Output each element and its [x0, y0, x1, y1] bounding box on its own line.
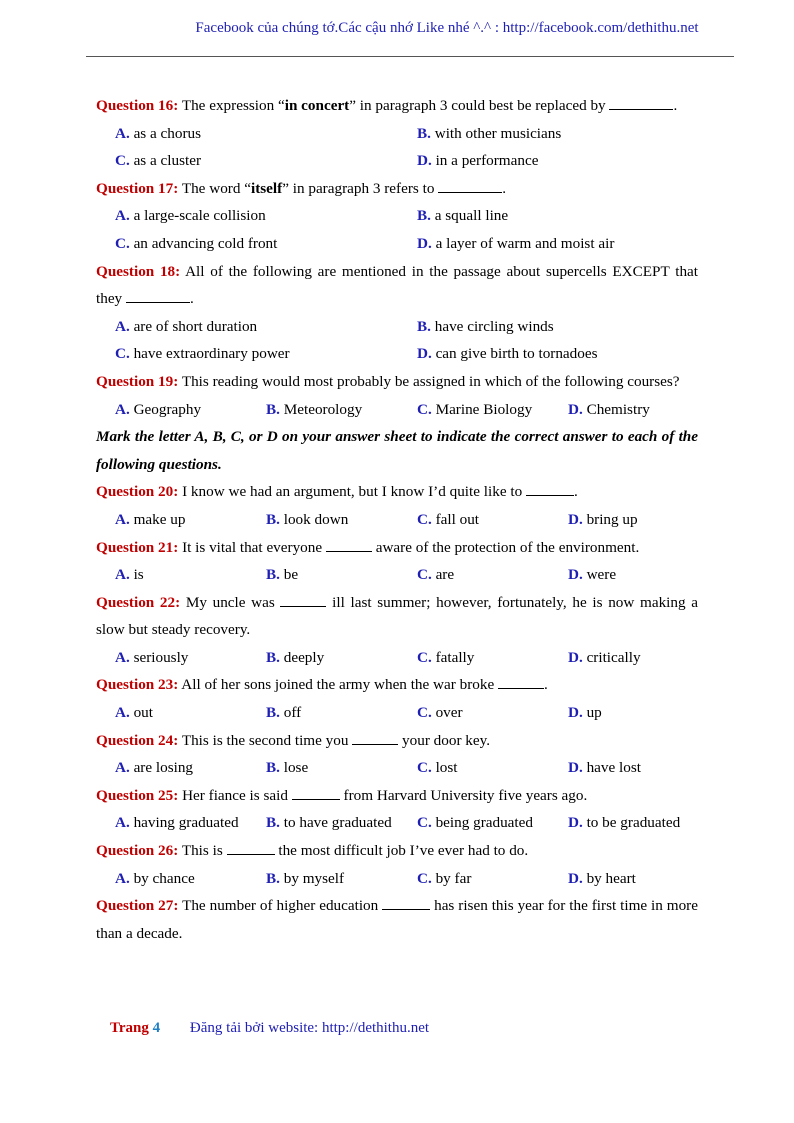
answer-blank: [382, 897, 430, 910]
option-text: seriously: [133, 648, 189, 666]
footer-trang: Trang: [110, 1020, 149, 1036]
option-text: as a cluster: [133, 152, 202, 170]
option-letter: A.: [115, 317, 130, 335]
option-letter: A.: [115, 759, 130, 777]
answer-option: [115, 561, 266, 589]
question-label: Question 20:: [96, 483, 179, 501]
answer-blank: [227, 842, 275, 855]
answer-option: [568, 754, 719, 782]
question-stem: [96, 534, 698, 562]
option-text: in a performance: [435, 152, 539, 170]
option-text: have lost: [586, 759, 641, 777]
option-text: are losing: [133, 759, 194, 777]
option-text: fall out: [435, 510, 480, 528]
answer-option: [115, 340, 417, 368]
option-letter: C.: [417, 759, 432, 777]
header-text: Facebook của chúng tớ.Các cậu nhớ Like nhé ^.^ : http://facebook.com/dethithu.net: [195, 20, 699, 36]
question-label: Question 19:: [96, 372, 179, 390]
question-text: .: [573, 483, 578, 501]
question-text: This is the second time you: [181, 731, 353, 749]
question-label: Question 22:: [96, 593, 181, 611]
option-text: by heart: [586, 869, 636, 887]
option-letter: D.: [568, 566, 583, 584]
option-letter: C.: [115, 234, 130, 252]
question-text: This is: [181, 842, 227, 860]
option-text: an advancing cold front: [133, 234, 278, 252]
answer-options: [96, 120, 698, 175]
option-text: are of short duration: [133, 317, 258, 335]
option-text: a layer of warm and moist air: [435, 234, 615, 252]
option-letter: B.: [417, 317, 431, 335]
option-letter: D.: [568, 400, 583, 418]
question-text: All of the following are mentioned in the passage about supercells EXCEPT that they: [96, 262, 698, 308]
option-text: having graduated: [133, 814, 239, 832]
answer-option: [115, 865, 266, 893]
question-text: I know we had an argument, but I know I’d quite like to: [182, 483, 526, 501]
footer-upload-text: Đăng tải bởi website: http://dethithu.net: [189, 1020, 430, 1036]
option-letter: B.: [266, 648, 280, 666]
option-letter: D.: [568, 510, 583, 528]
answer-blank: [609, 97, 673, 110]
option-text: to have graduated: [283, 814, 392, 832]
question-text: has risen this year for the first time in more than a decade.: [96, 897, 698, 942]
answer-option: [568, 506, 719, 534]
answer-option: [115, 754, 266, 782]
answer-option: [417, 340, 719, 368]
question-stem: [96, 782, 698, 810]
answer-option: [417, 202, 719, 230]
option-letter: A.: [115, 400, 130, 418]
answer-option: [266, 809, 417, 837]
option-letter: B.: [266, 814, 280, 832]
question-label: Question 16:: [96, 97, 179, 114]
option-text: a large-scale collision: [133, 207, 266, 225]
answer-option: [417, 230, 719, 258]
question-text: .: [189, 290, 194, 308]
option-text: being graduated: [435, 814, 533, 832]
question-label: Question 21:: [96, 538, 179, 556]
answer-options: [96, 313, 698, 368]
question-stem: [96, 837, 698, 865]
option-letter: D.: [568, 704, 583, 722]
option-text: with other musicians: [434, 124, 562, 142]
answer-option: [115, 120, 417, 148]
option-text: deeply: [283, 648, 325, 666]
question-text: .: [502, 179, 507, 197]
option-letter: B.: [417, 124, 431, 142]
option-text: Geography: [133, 400, 202, 418]
answer-option: [115, 809, 266, 837]
answer-blank: [280, 594, 326, 607]
answer-option: [115, 506, 266, 534]
answer-option: [266, 506, 417, 534]
question-text: aware of the protection of the environment.: [371, 538, 640, 556]
question-keyword: itself: [250, 179, 283, 197]
question-label: Question 26:: [96, 842, 179, 860]
option-letter: C.: [417, 510, 432, 528]
questions-block-2: [96, 478, 698, 947]
option-letter: A.: [115, 207, 130, 225]
answer-option: [417, 147, 719, 175]
option-letter: A.: [115, 704, 130, 722]
option-text: are: [435, 566, 455, 584]
option-text: Chemistry: [586, 400, 650, 418]
answer-option: [417, 313, 719, 341]
option-letter: B.: [266, 510, 280, 528]
answer-option: [115, 396, 266, 424]
answer-option: [568, 396, 719, 424]
answer-options: [96, 754, 698, 782]
question-label: Question 27:: [96, 897, 179, 915]
footer-page-number: 4: [152, 1020, 161, 1036]
answer-options: [96, 644, 698, 672]
option-letter: B.: [266, 704, 280, 722]
option-text: a squall line: [434, 207, 509, 225]
option-letter: C.: [417, 648, 432, 666]
question-text: ill last summer; however, fortunately, he is now making a slow but steady recovery.: [96, 593, 698, 639]
option-text: up: [586, 704, 602, 722]
answer-option: [417, 865, 568, 893]
answer-blank: [526, 483, 574, 496]
option-letter: A.: [115, 648, 130, 666]
option-letter: B.: [266, 400, 280, 418]
option-text: by myself: [283, 869, 345, 887]
question-text: The number of higher education: [182, 897, 383, 915]
question-label: Question 25:: [96, 786, 179, 804]
answer-blank: [126, 290, 190, 303]
option-letter: C.: [115, 152, 130, 170]
option-text: have extraordinary power: [133, 345, 290, 363]
answer-option: [417, 809, 568, 837]
option-letter: B.: [266, 566, 280, 584]
answer-options: [96, 561, 698, 589]
option-text: lost: [435, 759, 458, 777]
answer-option: [115, 699, 266, 727]
option-letter: D.: [568, 648, 583, 666]
question-stem: [96, 727, 698, 755]
option-text: off: [283, 704, 302, 722]
option-text: look down: [283, 510, 349, 528]
answer-blank: [326, 539, 372, 552]
instruction-text: Mark the letter A, B, C, or D on your answer sheet to indicate the correct answer to each of the following questions.: [96, 428, 698, 473]
question-stem: [96, 892, 698, 947]
option-letter: D.: [417, 345, 432, 363]
answer-option: [417, 506, 568, 534]
question-stem: [96, 478, 698, 506]
answer-option: [266, 865, 417, 893]
option-letter: A.: [115, 124, 130, 142]
question-stem: [96, 258, 698, 313]
question-text: Her fiance is said: [182, 786, 292, 804]
option-text: as a chorus: [133, 124, 202, 142]
answer-option: [417, 120, 719, 148]
answer-options: [96, 865, 698, 893]
option-text: make up: [133, 510, 186, 528]
question-stem: [96, 589, 698, 644]
option-letter: B.: [417, 207, 431, 225]
answer-option: [115, 313, 417, 341]
question-text: the most difficult job I’ve ever had to do.: [274, 842, 529, 860]
option-letter: D.: [568, 869, 583, 887]
option-text: is: [133, 566, 144, 584]
answer-option: [115, 147, 417, 175]
option-text: by far: [435, 869, 472, 887]
option-letter: C.: [417, 814, 432, 832]
option-letter: D.: [568, 759, 583, 777]
option-letter: A.: [115, 566, 130, 584]
answer-options: [96, 699, 698, 727]
answer-options: [96, 506, 698, 534]
question-label: Question 18:: [96, 262, 181, 280]
question-keyword: in concert: [284, 97, 350, 114]
option-letter: B.: [266, 869, 280, 887]
question-text: It is vital that everyone: [182, 538, 326, 556]
answer-option: [417, 754, 568, 782]
option-text: be: [283, 566, 299, 584]
option-text: by chance: [133, 869, 195, 887]
page-footer: [110, 1020, 429, 1037]
answer-option: [568, 699, 719, 727]
answer-option: [266, 561, 417, 589]
answer-option: [266, 396, 417, 424]
option-text: were: [586, 566, 617, 584]
answer-option: [417, 561, 568, 589]
option-letter: C.: [115, 345, 130, 363]
option-text: out: [133, 704, 153, 722]
option-letter: B.: [266, 759, 280, 777]
question-stem: [96, 671, 698, 699]
option-text: bring up: [586, 510, 638, 528]
option-letter: C.: [417, 704, 432, 722]
question-content: [96, 92, 698, 947]
option-text: Meteorology: [283, 400, 363, 418]
answer-option: [568, 865, 719, 893]
answer-blank: [498, 676, 544, 689]
option-letter: A.: [115, 510, 130, 528]
question-stem: [96, 368, 698, 396]
question-text: The expression “: [181, 97, 285, 114]
question-text: .: [544, 676, 548, 694]
answer-blank: [352, 732, 398, 745]
option-text: lose: [283, 759, 309, 777]
option-text: to be graduated: [586, 814, 681, 832]
question-label: Question 17:: [96, 179, 179, 197]
answer-option: [568, 644, 719, 672]
answer-blank: [438, 180, 502, 193]
option-letter: C.: [417, 566, 432, 584]
option-text: Marine Biology: [435, 400, 533, 418]
option-letter: A.: [115, 814, 130, 832]
question-text: This reading would most probably be assigned in which of the following courses?: [181, 372, 680, 390]
question-text: ” in paragraph 3 refers to: [282, 179, 439, 197]
answer-option: [417, 396, 568, 424]
option-text: fatally: [435, 648, 475, 666]
question-text: All of her sons joined the army when the war broke: [181, 676, 498, 694]
option-text: critically: [586, 648, 641, 666]
answer-option: [568, 561, 719, 589]
question-label: Question 24:: [96, 731, 179, 749]
option-letter: C.: [417, 400, 432, 418]
question-text: ” in paragraph 3 could best be replaced by: [349, 97, 610, 114]
page-header: [0, 20, 794, 37]
header-divider: [86, 56, 734, 57]
question-stem: [96, 175, 698, 203]
option-letter: C.: [417, 869, 432, 887]
option-letter: D.: [417, 234, 432, 252]
option-letter: D.: [568, 814, 583, 832]
option-text: can give birth to tornadoes: [435, 345, 598, 363]
answer-option: [115, 230, 417, 258]
answer-option: [266, 699, 417, 727]
answer-options: [96, 202, 698, 257]
answer-option: [417, 644, 568, 672]
answer-option: [568, 809, 719, 837]
option-text: over: [435, 704, 463, 722]
answer-option: [266, 754, 417, 782]
question-text: .: [673, 97, 678, 114]
question-stem: [96, 92, 698, 120]
question-text: your door key.: [398, 731, 491, 749]
question-label: Question 23:: [96, 676, 179, 694]
question-text: My uncle was: [185, 593, 281, 611]
answer-option: [417, 699, 568, 727]
answer-options: [96, 396, 698, 424]
question-text: from Harvard University five years ago.: [339, 786, 588, 804]
answer-blank: [292, 787, 340, 800]
option-text: have circling winds: [434, 317, 554, 335]
option-letter: D.: [417, 152, 432, 170]
question-text: The word “: [181, 179, 251, 197]
option-letter: A.: [115, 869, 130, 887]
answer-option: [115, 644, 266, 672]
answer-option: [266, 644, 417, 672]
questions-block-1: [96, 92, 698, 423]
answer-option: [115, 202, 417, 230]
answer-options: [96, 809, 698, 837]
